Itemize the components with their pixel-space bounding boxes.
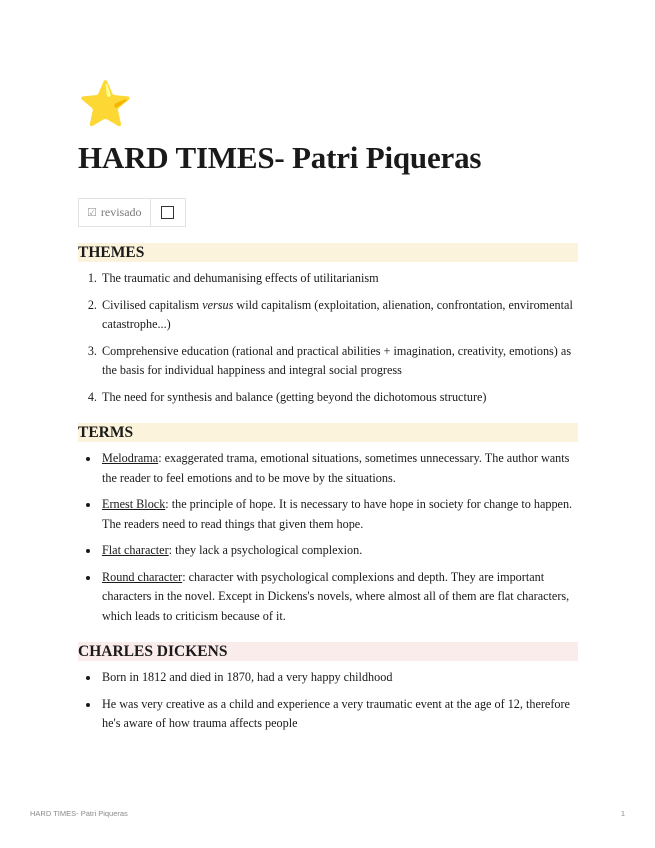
list-item: • Born in 1812 and died in 1870, had a very happy childhood: [100, 668, 578, 688]
section-heading-themes: THEMES: [78, 243, 578, 262]
list-item: • Ernest Block: the principle of hope. It is necessary to have hope in society for change to happen. The readers need to read things that given them hope.: [100, 495, 578, 534]
dickens-list: [78, 668, 578, 734]
property-revisado: [78, 198, 186, 227]
page-content: [78, 80, 578, 741]
list-item: 2. Civilised capitalism versus wild capitalism (exploitation, alienation, confrontation, enviromental catastrophe...): [100, 296, 578, 335]
list-item: • Melodrama: exaggerated trama, emotional situations, sometimes unnecessary. The author wants the reader to feel emotions and to be move by the situations.: [100, 449, 578, 488]
themes-list: [78, 269, 578, 407]
page-number: 1: [620, 809, 625, 818]
revisado-checkbox[interactable]: [161, 206, 174, 219]
list-item: • Round character: character with psychological complexions and depth. They are important characters in the novel. Except in Dickens's novels, where almost all of them are flat characters, which leads to criticism because of it.: [100, 568, 578, 627]
list-item: 4. The need for synthesis and balance (getting beyond the dichotomous structure): [100, 388, 578, 408]
property-label-text: revisado: [100, 205, 142, 219]
property-label: [79, 199, 151, 226]
term-name: Round character: [102, 569, 183, 584]
term-name: Melodrama: [102, 451, 159, 465]
property-value[interactable]: [151, 199, 185, 226]
emphasis-text: versus: [202, 297, 234, 312]
list-item: 1. The traumatic and dehumanising effects of utilitarianism: [100, 269, 578, 289]
footer-title: HARD TIMES- Patri Piqueras: [30, 809, 128, 818]
term-name: Ernest Block: [102, 497, 166, 511]
term-name: Flat character: [102, 543, 169, 557]
star-icon: ⭐: [78, 79, 133, 130]
section-heading-dickens: CHARLES DICKENS: [78, 642, 578, 661]
page-title: HARD TIMES- Patri Piqueras: [78, 140, 482, 175]
list-item: 3. Comprehensive education (rational and practical abilities + imagination, creativity, emotions) as the basis for individual happiness and integral social progress: [100, 342, 578, 381]
checkbox-property-icon: ☑: [87, 206, 97, 219]
list-item: • Flat character: they lack a psychological complexion.: [100, 541, 578, 561]
section-heading-terms: TERMS: [78, 423, 578, 442]
terms-list: [78, 449, 578, 626]
list-item: • He was very creative as a child and experience a very traumatic event at the age of 12, therefore he's aware of how trauma affects people: [100, 695, 578, 734]
page-footer: [30, 809, 625, 818]
